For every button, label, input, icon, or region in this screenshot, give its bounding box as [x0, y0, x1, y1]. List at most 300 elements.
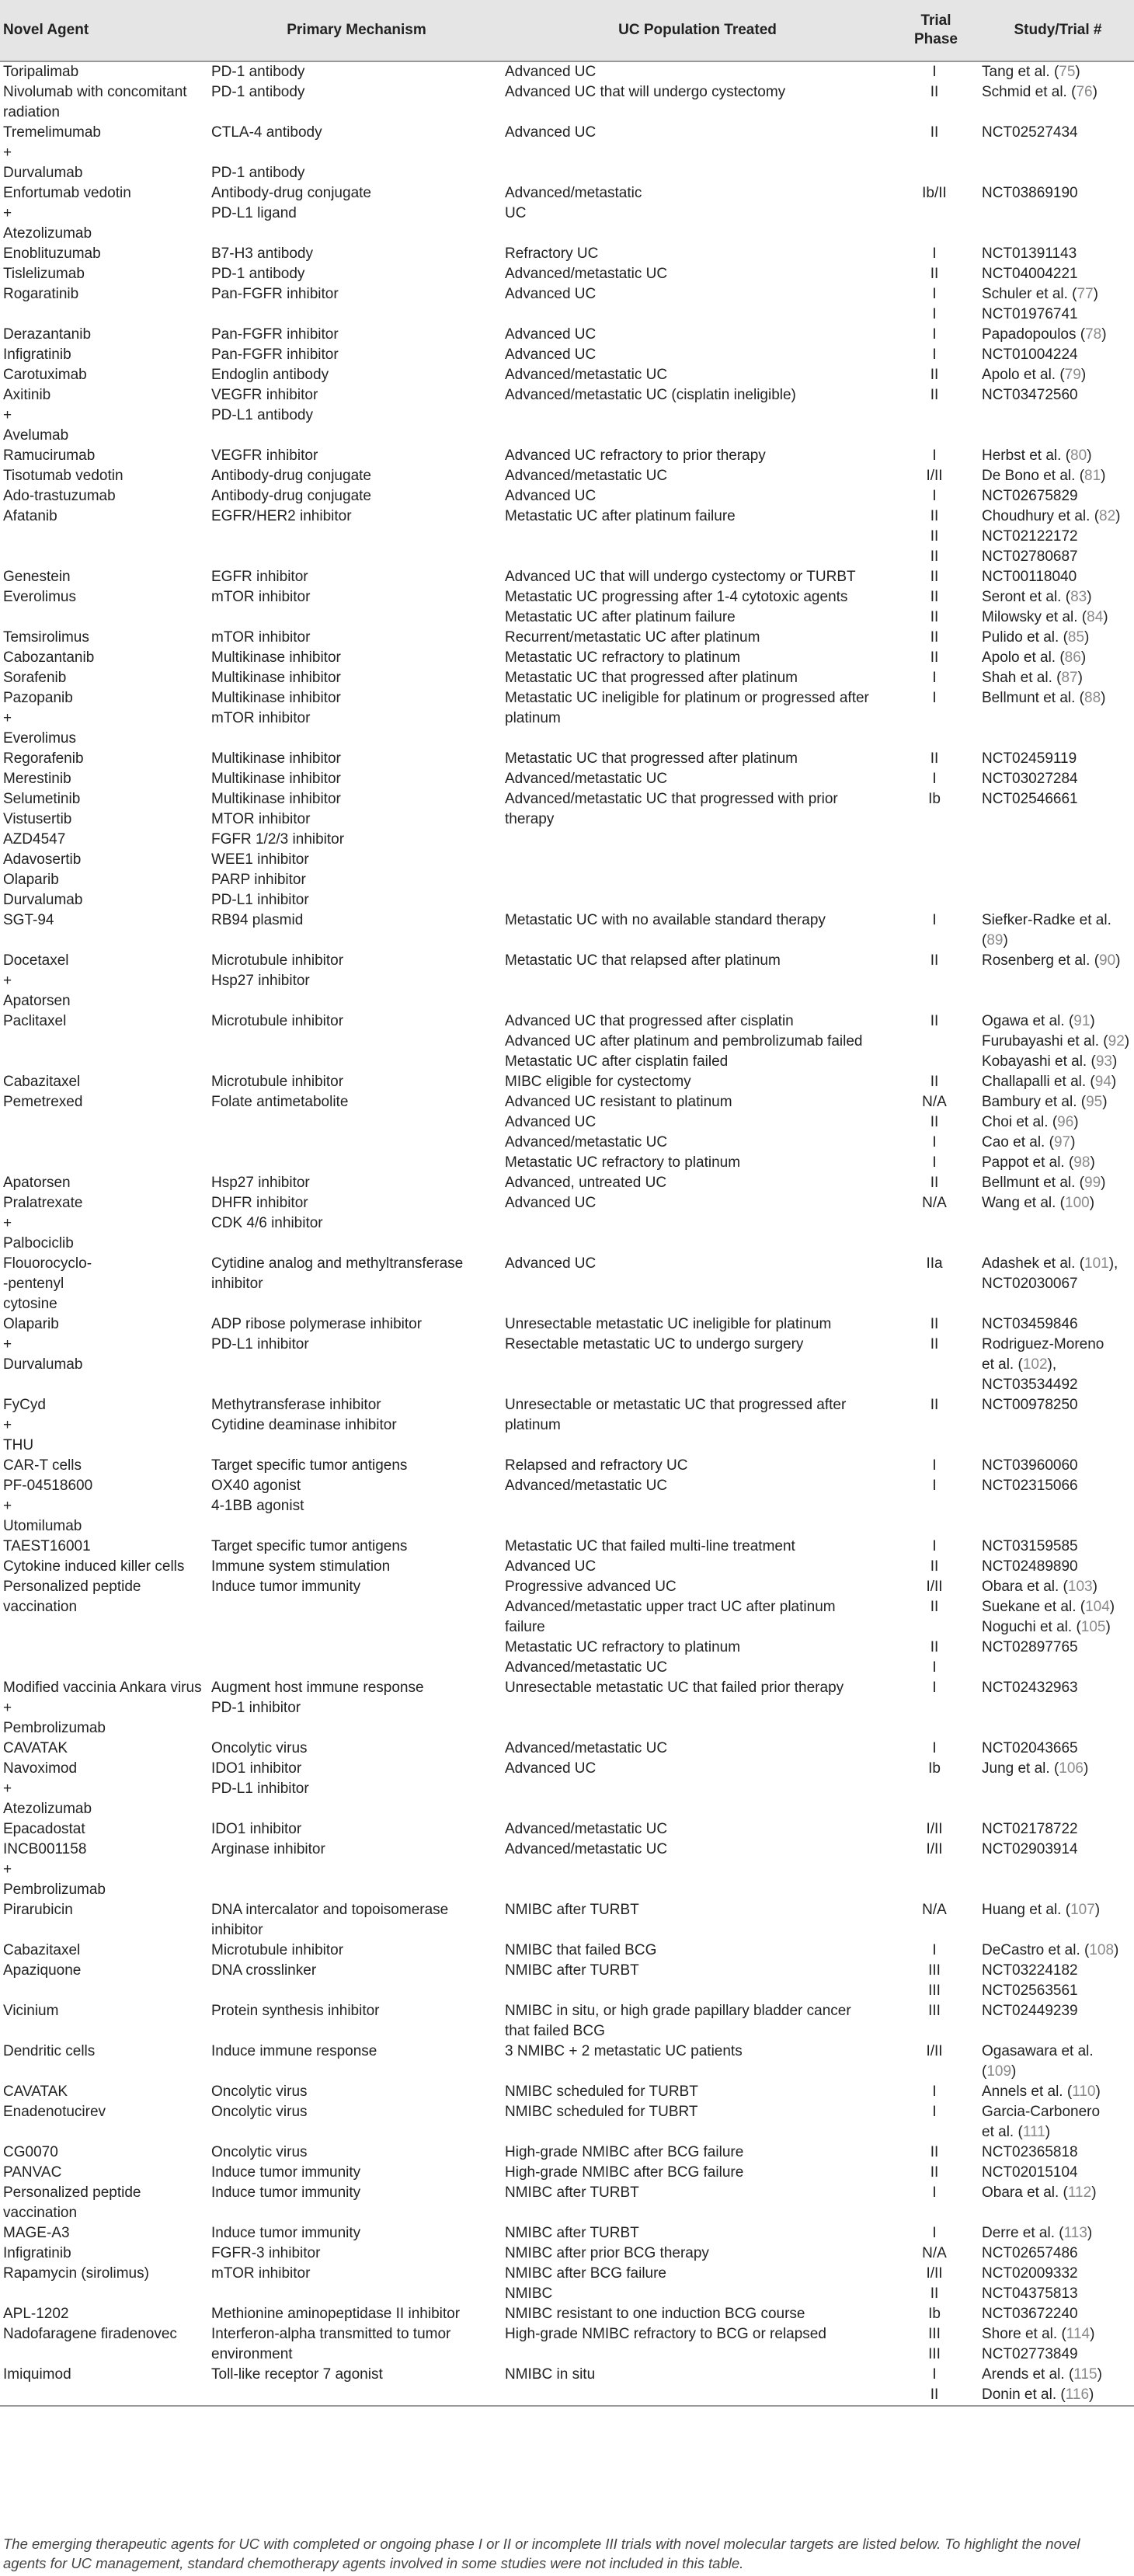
study-entry	[982, 1537, 1131, 1557]
novel-agent-cell: Genestein	[3, 569, 71, 585]
study-text: NCT03159585	[982, 1538, 1078, 1554]
study-entry	[982, 789, 1131, 809]
population-cell: Metastatic UC refractory to platinum	[505, 649, 741, 666]
study-entry	[982, 1981, 1131, 2001]
study-text: NCT02563561	[982, 1982, 1078, 1999]
study-text: NCT02903914	[982, 1841, 1078, 1857]
table-row	[0, 648, 1134, 668]
study-text: Bellmunt et al. (	[982, 690, 1084, 706]
population-cell: NMIBC after TURBT	[505, 2184, 639, 2201]
reference-link[interactable]: 91	[1073, 1013, 1091, 1029]
mechanism-cell: DHFR inhibitor CDK 4/6 inhibitor	[211, 1195, 323, 1231]
header-novel-agent: Novel Agent	[0, 0, 208, 61]
mechanism-cell: IDO1 inhibitor PD-L1 inhibitor	[211, 1760, 309, 1797]
study-text: NCT03869190	[982, 185, 1078, 201]
reference-link[interactable]: 105	[1080, 1619, 1106, 1635]
study-cell	[979, 82, 1134, 123]
study-cell	[979, 486, 1134, 506]
mechanism-cell: EGFR inhibitor	[211, 569, 308, 585]
mechanism-cell: Augment host immune response PD-1 inhibitor	[211, 1680, 424, 1716]
study-entry	[982, 769, 1131, 789]
study-entry	[982, 486, 1131, 506]
reference-link[interactable]: 82	[1099, 508, 1116, 524]
reference-link[interactable]: 80	[1070, 447, 1087, 464]
study-entry	[982, 506, 1131, 527]
study-text: NCT02897765	[982, 1639, 1078, 1655]
mechanism-cell: Toll-like receptor 7 agonist	[208, 2365, 502, 2406]
study-cell	[979, 506, 1134, 567]
population-cell: Metastatic UC with no available standard therapy	[505, 912, 826, 928]
population-cell: Advanced UC that will undergo cystectomy or TURBT	[505, 569, 856, 585]
table-row	[0, 244, 1134, 264]
reference-link[interactable]: 81	[1084, 468, 1101, 484]
mechanism-cell: OX40 agonist 4-1BB agonist	[211, 1478, 304, 1514]
study-text: )	[1103, 609, 1108, 625]
study-text: NCT02675829	[982, 488, 1078, 504]
population-cell: Advanced UC that progressed after cisplatin Advanced UC after platinum and pembrolizumab failed Metastatic UC after cisplatin failed	[505, 1013, 863, 1070]
phase-cell: II	[930, 2144, 939, 2160]
study-cell	[979, 2102, 1134, 2143]
reference-link[interactable]: 110	[1072, 2083, 1096, 2100]
study-text: Bellmunt et al. (	[982, 1175, 1084, 1191]
mechanism-cell: Oncolytic virus	[211, 1740, 308, 1756]
novel-agent-cell: Regorafenib	[3, 750, 84, 767]
table-row	[0, 1900, 1134, 1941]
header-uc-population: UC Population Treated	[502, 0, 890, 61]
population-cell: NMIBC scheduled for TUBRT	[505, 2104, 698, 2120]
study-text: )	[1101, 690, 1106, 706]
study-text: )	[1003, 932, 1008, 949]
study-text: )	[1090, 1154, 1095, 1171]
reference-link[interactable]: 104	[1085, 1599, 1110, 1615]
study-text: Kobayashi et al. (	[982, 1053, 1096, 1070]
phase-cell: I	[932, 771, 937, 787]
population-cell: Recurrent/metastatic UC after platinum	[505, 629, 760, 646]
population-cell: NMIBC after BCG failure NMIBC	[505, 2265, 666, 2302]
table-row	[0, 587, 1134, 628]
study-entry	[982, 365, 1131, 385]
reference-link[interactable]: 89	[986, 932, 1004, 949]
study-text: Jung et al. (	[982, 1760, 1059, 1777]
mechanism-cell: Multikinase inhibitor mTOR inhibitor	[211, 690, 341, 726]
novel-agent-cell: Imiquimod	[0, 2365, 208, 2406]
population-cell: NMIBC after TURBT	[505, 1962, 639, 1979]
study-entry	[982, 345, 1131, 365]
table-row	[0, 345, 1134, 365]
phase-cell: I	[932, 2104, 937, 2120]
reference-link[interactable]: 95	[1086, 1094, 1103, 1110]
mechanism-cell: Multikinase inhibitor	[211, 771, 341, 787]
mechanism-cell: Multikinase inhibitor	[211, 670, 341, 686]
study-text: NCT04375813	[982, 2285, 1078, 2302]
study-cell	[979, 789, 1134, 910]
study-cell	[979, 2223, 1134, 2244]
study-text: NCT02030067	[982, 1276, 1078, 1292]
novel-agent-cell: CAVATAK	[3, 1740, 68, 1756]
study-text: NCT03224182	[982, 1962, 1078, 1979]
reference-link[interactable]: 99	[1084, 1175, 1101, 1191]
study-entry	[982, 1557, 1131, 1577]
reference-link[interactable]: 97	[1053, 1134, 1071, 1150]
study-entry	[982, 1577, 1131, 1597]
reference-link[interactable]: 75	[1059, 64, 1076, 80]
reference-link[interactable]: 103	[1067, 1579, 1093, 1595]
reference-link[interactable]: 76	[1076, 84, 1093, 100]
phase-cell: I	[932, 670, 937, 686]
mechanism-cell: Oncolytic virus	[211, 2083, 308, 2100]
reference-link[interactable]: 106	[1059, 1760, 1084, 1777]
study-text: )	[1080, 367, 1087, 383]
table-row	[0, 82, 1134, 123]
table-row	[0, 2001, 1134, 2042]
study-entry	[982, 910, 1131, 951]
study-entry	[982, 62, 1131, 82]
table-row	[0, 1476, 1134, 1537]
reference-link[interactable]: 115	[1073, 2366, 1097, 2383]
study-text: )	[1115, 508, 1121, 524]
table-row	[0, 2324, 1134, 2365]
reference-link[interactable]: 116	[1065, 2386, 1090, 2403]
reference-link[interactable]: 78	[1085, 326, 1102, 343]
population-cell: Unresectable metastatic UC ineligible for platinum Resectable metastatic UC to undergo surgery	[505, 1316, 832, 1352]
reference-link[interactable]: 87	[1061, 670, 1078, 686]
phase-cell: II	[930, 367, 939, 383]
phase-cell: II	[930, 1175, 939, 1191]
reference-link[interactable]: 101	[1084, 1255, 1109, 1272]
population-cell: Advanced UC that will undergo cystectomy	[505, 84, 786, 100]
study-cell	[979, 1254, 1134, 1314]
phase-cell: I II	[890, 2365, 979, 2406]
study-cell	[979, 325, 1134, 345]
reference-link[interactable]: 77	[1077, 286, 1094, 302]
study-entry	[982, 2082, 1131, 2102]
study-cell	[979, 628, 1134, 648]
table-row	[0, 1456, 1134, 1476]
mechanism-cell: Target specific tumor antigens	[211, 1457, 408, 1474]
phase-cell: I/II	[926, 468, 943, 484]
mechanism-cell: DNA crosslinker	[211, 1962, 317, 1979]
reference-link[interactable]: 108	[1089, 1942, 1115, 1958]
phase-cell: I	[932, 447, 937, 464]
novel-agent-cell: Epacadostat	[3, 1821, 85, 1837]
mechanism-cell: Induce tumor immunity	[211, 2164, 361, 2181]
novel-agent-cell: Afatanib	[3, 508, 57, 524]
mechanism-cell: FGFR-3 inhibitor	[211, 2245, 321, 2261]
study-entry	[982, 284, 1131, 305]
population-cell: Advanced UC resistant to platinum Advanced UC Advanced/metastatic UC Metastatic UC refractory to platinum	[505, 1094, 741, 1171]
table-row	[0, 1840, 1134, 1900]
study-text: )	[1109, 1599, 1115, 1615]
phase-cell: II	[930, 750, 939, 767]
novel-agent-cell: Paclitaxel	[3, 1013, 67, 1029]
phase-cell: II	[930, 1074, 939, 1090]
study-entry	[982, 951, 1131, 971]
reference-link[interactable]: 94	[1094, 1074, 1111, 1090]
phase-cell: I	[932, 326, 937, 343]
table-row	[0, 2244, 1134, 2264]
study-text: )	[1101, 326, 1107, 343]
novel-agent-cell: Nadofaragene firadenovec	[3, 2326, 177, 2342]
population-cell: Metastatic UC that failed multi-line treatment	[505, 1538, 795, 1554]
novel-agent-cell: Docetaxel + Apatorsen	[3, 952, 71, 1009]
novel-agent-cell: Enoblituzumab	[3, 245, 101, 262]
table-row	[0, 1011, 1134, 1072]
study-text: Seront et al. (	[982, 589, 1071, 605]
table-row	[0, 61, 1134, 82]
phase-cell: I/II	[926, 1841, 943, 1857]
study-entry	[982, 1597, 1131, 1617]
table-row	[0, 1314, 1134, 1395]
mechanism-cell: ADP ribose polymerase inhibitor PD-L1 inhibitor	[211, 1316, 423, 1352]
study-cell	[979, 1900, 1134, 1941]
study-text: )	[1087, 589, 1092, 605]
phase-cell: III	[928, 2003, 941, 2019]
study-entry	[982, 749, 1131, 769]
novel-agent-cell: Derazantanib	[3, 326, 92, 343]
novel-agent-cell: Ado-trastuzumab	[3, 488, 116, 504]
study-entry	[982, 2324, 1131, 2345]
study-cell	[979, 1072, 1134, 1092]
study-text: )	[1105, 1619, 1111, 1635]
population-cell: Advanced/metastatic UC that progressed with prior therapy	[505, 791, 838, 827]
study-cell	[979, 910, 1134, 951]
study-cell	[979, 2163, 1134, 2183]
study-entry	[982, 1112, 1131, 1133]
study-text: Annels et al. (	[982, 2083, 1073, 2100]
table-row	[0, 2304, 1134, 2324]
phase-cell: I	[932, 488, 937, 504]
study-text: Noguchi et al. (	[982, 1619, 1081, 1635]
population-cell: Advanced UC	[505, 124, 597, 141]
phase-cell: II	[930, 649, 939, 666]
study-entry	[982, 264, 1131, 284]
study-text: NCT02780687	[982, 548, 1078, 565]
phase-cell: II	[930, 2164, 939, 2181]
novel-agent-cell: Infigratinib	[3, 2245, 71, 2261]
study-entry	[982, 648, 1131, 668]
study-text: Schmid et al. (	[982, 84, 1077, 100]
study-cell	[979, 1961, 1134, 2001]
reference-link[interactable]: 113	[1063, 2225, 1087, 2241]
reference-link[interactable]: 98	[1073, 1154, 1091, 1171]
table-row	[0, 1193, 1134, 1254]
novel-agent-cell: Nivolumab with concomitant radiation	[3, 84, 187, 120]
table-row	[0, 446, 1134, 466]
study-text: NCT00978250	[982, 1397, 1078, 1413]
study-entry	[982, 1193, 1131, 1213]
table-row	[0, 2264, 1134, 2304]
reference-link[interactable]: 96	[1057, 1114, 1074, 1130]
study-text: NCT02657486	[982, 2245, 1078, 2261]
reference-link[interactable]: 109	[986, 2063, 1012, 2080]
reference-link[interactable]: 93	[1095, 1053, 1112, 1070]
novel-agent-cell: Tislelizumab	[3, 266, 85, 282]
study-entry	[982, 688, 1131, 708]
study-entry	[982, 2284, 1131, 2304]
table-row	[0, 284, 1134, 325]
population-cell: 3 NMIBC + 2 metastatic UC patients	[505, 2043, 743, 2059]
mechanism-cell: Multikinase inhibitor	[211, 750, 341, 767]
phase-cell: II	[930, 952, 939, 969]
study-text: ),	[1047, 1356, 1057, 1373]
novel-agent-cell: Enadenotucirev	[3, 2104, 106, 2120]
population-cell: Advanced UC	[505, 1195, 597, 1211]
novel-agent-cell: CAR-T cells	[3, 1457, 82, 1474]
study-entry	[982, 1375, 1131, 1395]
study-cell	[979, 769, 1134, 789]
population-cell: Metastatic UC that progressed after platinum	[505, 670, 798, 686]
population-cell: NMIBC that failed BCG	[505, 1942, 657, 1958]
study-text: )	[1087, 447, 1092, 464]
study-text: De Bono et al. (	[982, 468, 1085, 484]
table-footnote: The emerging therapeutic agents for UC with completed or ongoing phase I or II or incomplete III trials with novel molecular targets are listed below. To highlight the novel agents for UC management, standard chemotherapy agents involved in some studies were not included in this table.	[3, 2536, 1080, 2571]
population-cell: Advanced/metastatic UC	[505, 468, 668, 484]
study-cell	[979, 244, 1134, 264]
study-entry	[982, 1759, 1131, 1779]
study-cell	[979, 345, 1134, 365]
study-entry	[982, 1819, 1131, 1840]
mechanism-cell: Oncolytic virus	[211, 2104, 308, 2120]
table-row	[0, 2365, 1134, 2406]
phase-cell: II	[930, 266, 939, 282]
study-entry	[982, 2102, 1131, 2143]
study-text: Apolo et al. (	[982, 367, 1065, 383]
study-entry	[982, 2385, 1131, 2405]
table-row	[0, 365, 1134, 385]
study-cell	[979, 688, 1134, 749]
population-cell: Advanced, untreated UC	[505, 1175, 667, 1191]
study-text: )	[1091, 2184, 1097, 2201]
study-text: NCT03534492	[982, 1377, 1078, 1393]
study-text: )	[1114, 1942, 1119, 1958]
study-entry	[982, 244, 1131, 264]
study-text: NCT03472560	[982, 387, 1078, 403]
reference-link[interactable]: 88	[1084, 690, 1101, 706]
mechanism-cell: Interferon-alpha transmitted to tumor environment	[211, 2326, 451, 2362]
phase-cell: II	[930, 1397, 939, 1413]
novel-agent-cell: Selumetinib Vistusertib AZD4547 Adavosertib Olaparib Durvalumab	[3, 791, 83, 908]
study-text: )	[1089, 1195, 1095, 1211]
mechanism-cell: Arginase inhibitor	[211, 1841, 325, 1857]
study-entry	[982, 2183, 1131, 2203]
reference-link[interactable]: 111	[1022, 2124, 1045, 2140]
study-text: NCT02432963	[982, 1680, 1078, 1696]
study-cell	[979, 567, 1134, 587]
population-cell: Advanced UC	[505, 326, 597, 343]
reference-link[interactable]: 107	[1070, 1902, 1095, 1918]
population-cell: High-grade NMIBC refractory to BCG or relapsed	[505, 2326, 826, 2342]
study-text: Pappot et al. (	[982, 1154, 1074, 1171]
study-text: )	[1077, 670, 1083, 686]
novel-agent-cell: Cabazitaxel	[3, 1942, 81, 1958]
phase-cell: II II	[930, 589, 939, 625]
study-text: ),	[1108, 1255, 1118, 1272]
phase-cell: I	[932, 1538, 937, 1554]
novel-agent-cell: Cytokine induced killer cells	[3, 1558, 185, 1575]
phase-cell: II	[930, 1013, 939, 1029]
study-entry	[982, 2345, 1131, 2365]
novel-agent-cell: Tremelimumab + Durvalumab	[3, 124, 101, 181]
population-cell: Metastatic UC ineligible for platinum or progressed after platinum	[505, 690, 869, 726]
population-cell: NMIBC after prior BCG therapy	[505, 2245, 709, 2261]
population-cell: Advanced UC	[505, 1760, 597, 1777]
study-cell	[979, 1011, 1134, 1072]
study-cell	[979, 951, 1134, 1011]
novel-agent-cell: MAGE-A3	[3, 2225, 70, 2241]
reference-link[interactable]: 114	[1066, 2326, 1091, 2342]
phase-cell: I I	[932, 286, 937, 322]
reference-link[interactable]: 79	[1064, 367, 1081, 383]
table-row	[0, 749, 1134, 769]
reference-link[interactable]: 85	[1067, 629, 1085, 646]
study-text: NCT02122172	[982, 528, 1078, 545]
study-text: )	[1092, 1579, 1097, 1595]
study-cell	[979, 1314, 1134, 1395]
reference-link[interactable]: 84	[1087, 609, 1104, 625]
reference-link[interactable]: 92	[1108, 1033, 1125, 1050]
phase-cell: N/A	[922, 1902, 947, 1918]
reference-link[interactable]: 90	[1099, 952, 1116, 969]
study-entry	[982, 1678, 1131, 1698]
novel-agent-cell: Tisotumab vedotin	[3, 468, 123, 484]
novel-agent-cell: PF-04518600 + Utomilumab	[3, 1478, 93, 1534]
study-entry	[982, 1840, 1131, 1860]
phase-cell: II	[930, 387, 939, 403]
mechanism-cell: Microtubule inhibitor	[211, 1074, 344, 1090]
mechanism-cell: Induce immune response	[211, 2043, 377, 2059]
study-cell	[979, 1092, 1134, 1173]
novel-agent-cell: Cabazitaxel	[3, 1074, 81, 1090]
phase-cell: II	[930, 629, 939, 646]
table-header	[0, 0, 1134, 61]
mechanism-cell: Multikinase inhibitor	[211, 649, 341, 666]
population-cell: Metastatic UC after platinum failure	[505, 508, 736, 524]
mechanism-cell: Microtubule inhibitor Hsp27 inhibitor	[211, 952, 344, 989]
study-text: Obara et al. (	[982, 1579, 1068, 1595]
study-entry	[982, 1314, 1131, 1335]
mechanism-cell: Protein synthesis inhibitor	[211, 2003, 380, 2019]
reference-link[interactable]: 102	[1022, 1356, 1048, 1373]
population-cell: Advanced UC	[505, 286, 597, 302]
study-text: NCT03960060	[982, 1457, 1078, 1474]
study-entry	[982, 1638, 1131, 1658]
phase-cell: II	[930, 84, 939, 100]
study-cell	[979, 183, 1134, 244]
study-entry	[982, 1395, 1131, 1415]
phase-cell: I	[932, 346, 937, 363]
reference-link[interactable]: 112	[1067, 2184, 1092, 2201]
study-text: )	[1070, 1134, 1076, 1150]
phase-cell: II	[930, 569, 939, 585]
study-cell	[979, 385, 1134, 446]
mechanism-cell: VEGFR inhibitor PD-L1 antibody	[211, 387, 318, 423]
study-cell	[979, 1537, 1134, 1557]
study-text: )	[1075, 64, 1080, 80]
novel-agent-cell: FyCyd + THU	[3, 1397, 46, 1453]
phase-cell: III III	[928, 1962, 941, 1999]
reference-link[interactable]: 86	[1064, 649, 1081, 666]
mechanism-cell: Hsp27 inhibitor	[211, 1175, 310, 1191]
reference-link[interactable]: 100	[1065, 1195, 1090, 1211]
study-cell	[979, 61, 1134, 82]
study-cell	[979, 365, 1134, 385]
study-text: Cao et al. (	[982, 1134, 1054, 1150]
study-entry	[982, 628, 1131, 648]
study-text: )	[1089, 2386, 1094, 2403]
reference-link[interactable]: 83	[1070, 589, 1087, 605]
study-entry	[982, 1254, 1131, 1274]
population-cell: MIBC eligible for cystectomy	[505, 1074, 691, 1090]
